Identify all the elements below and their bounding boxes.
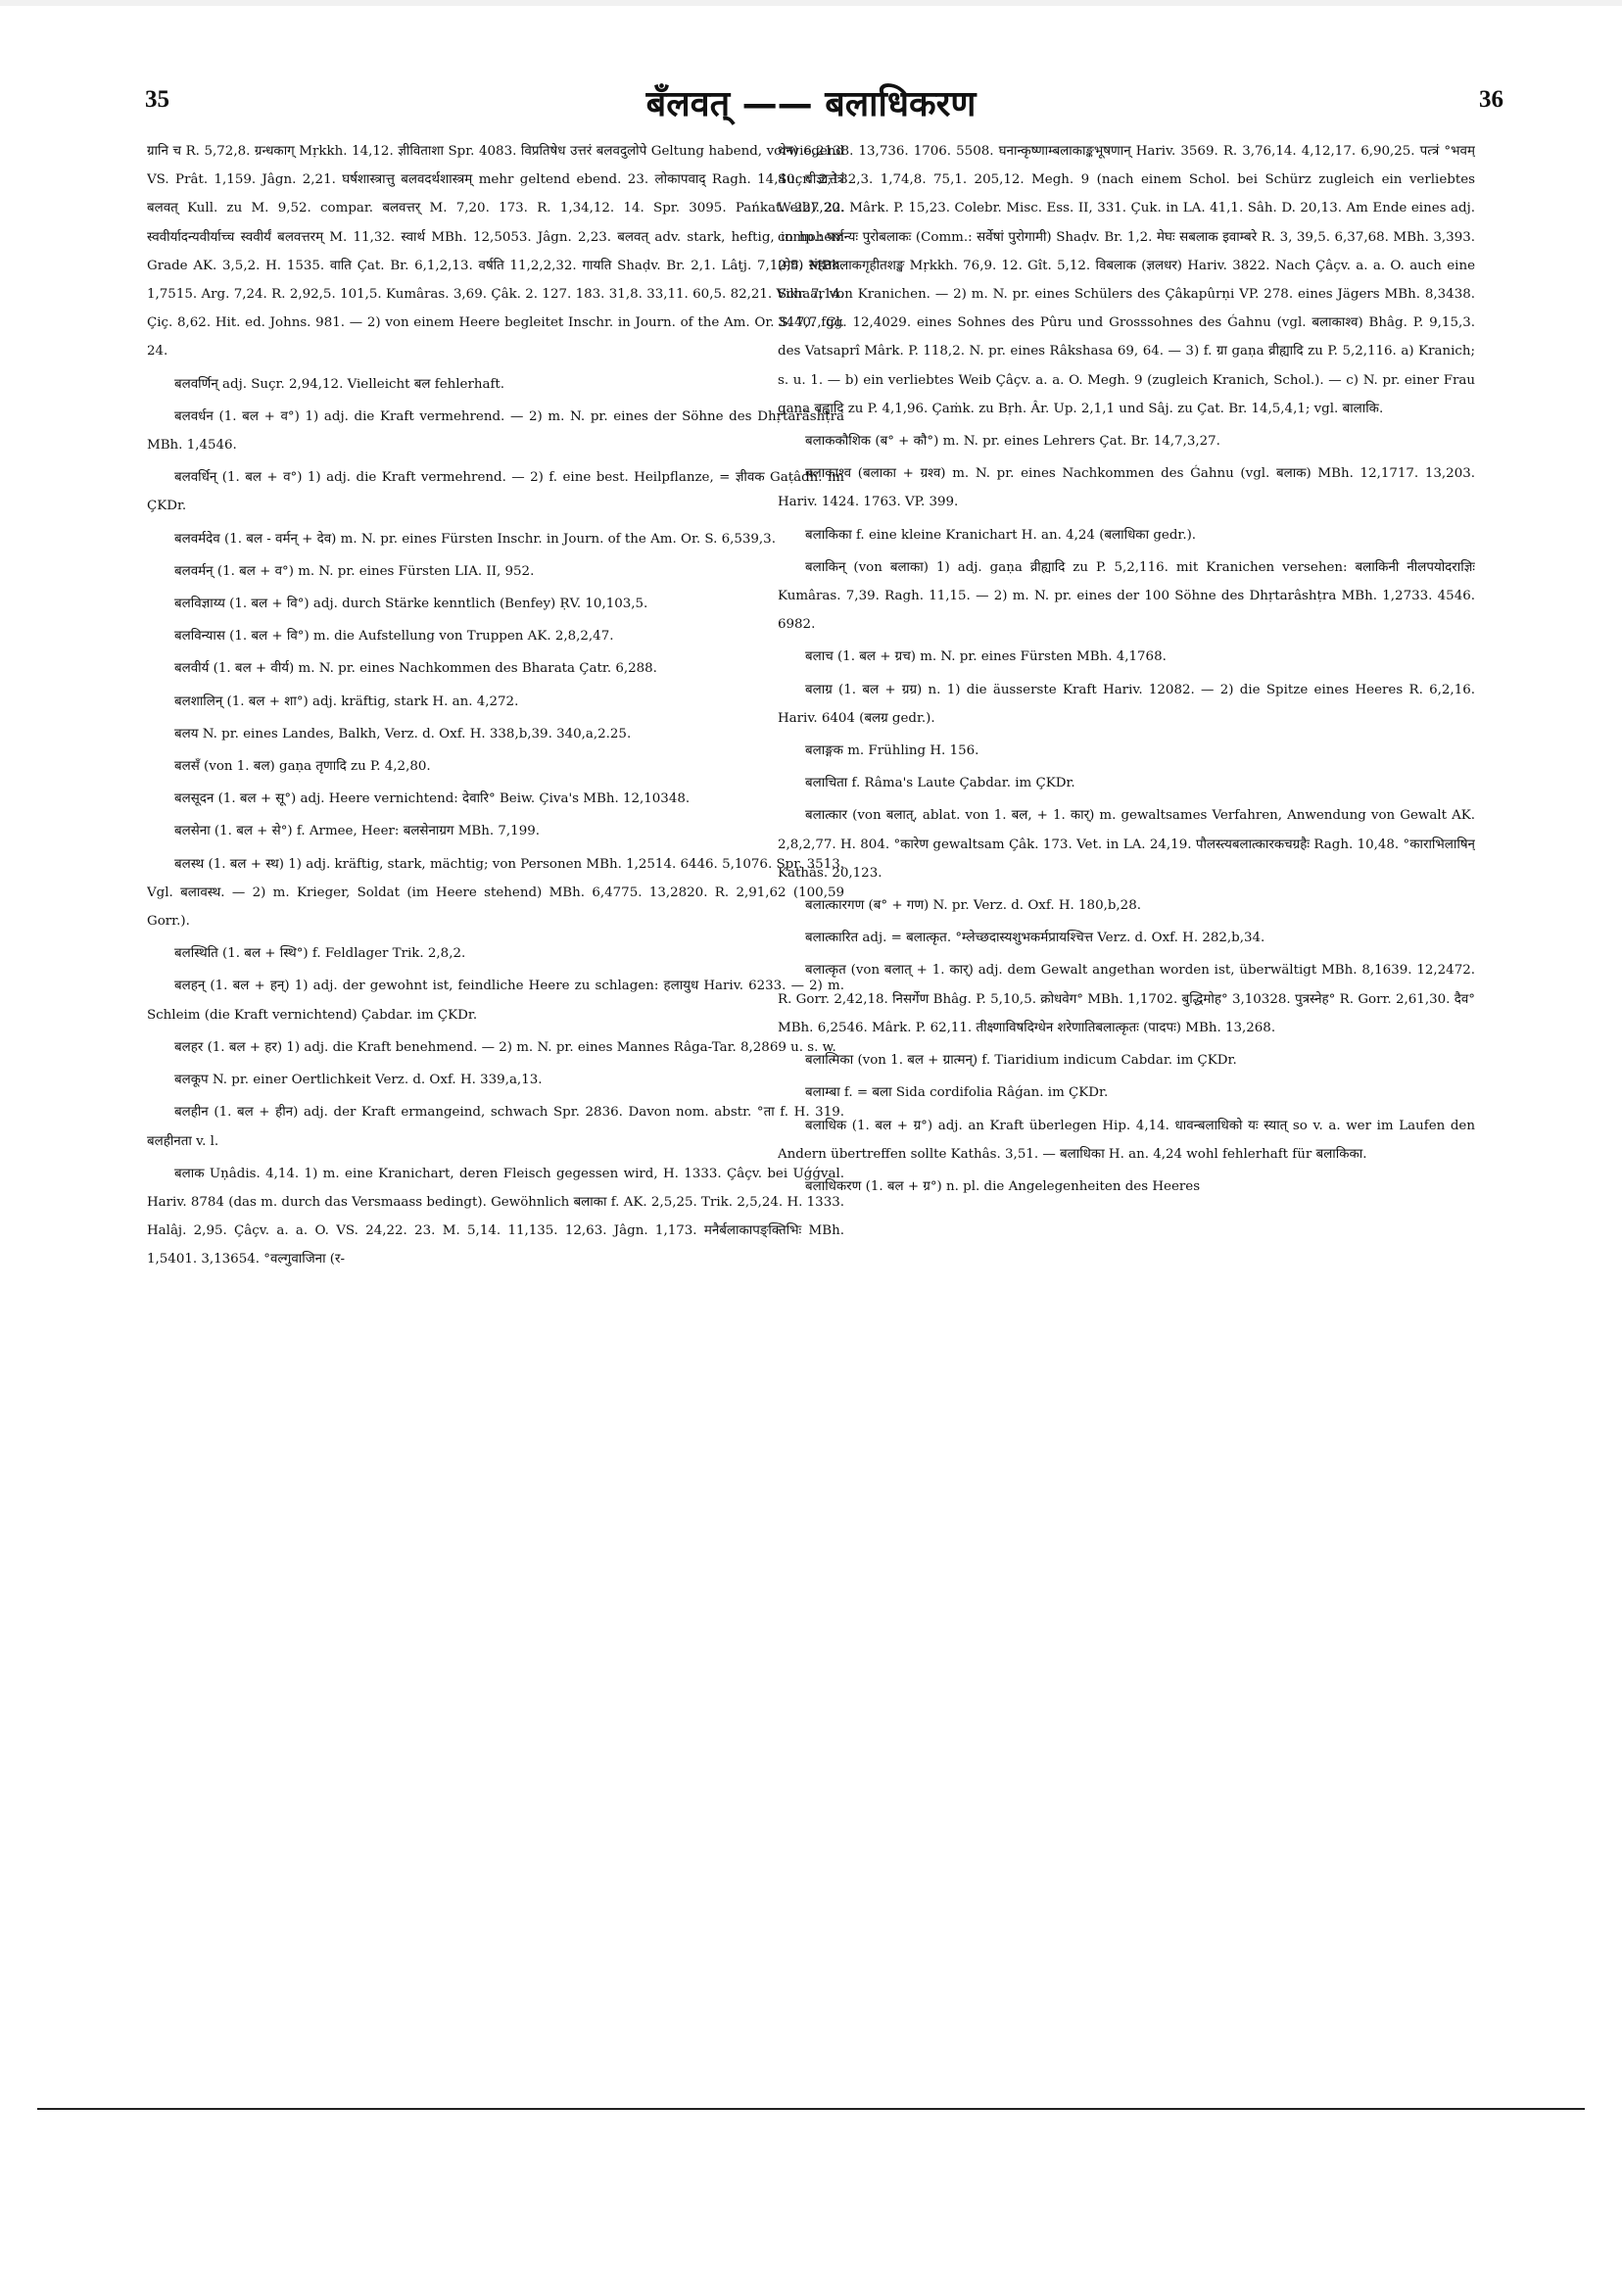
dictionary-entry: बलाधिक (1. बल + ग्र°) adj. an Kraft überlegen Hip. 4,14. धावन्बलाधिको यः स्यात् so v. a. wer im Laufen den Andern übertreffen sollte Kathâs. 3,51. — बलाधिका H. an. 4,24 wohl fehlerhaft für बलाकिका. — [778, 1118, 1475, 1162]
dictionary-entry: बलहन् (1. बल + हन्) 1) adj. der gewohnt ist, feindliche Heere zu schlagen: हलायुध Hariv. 6233. — 2) m. Schleim (die Kraft vernichtend) Çabdar. im ÇKDr. — [147, 979, 844, 1023]
dictionary-entry: बलवर्धिन् (1. बल + व°) 1) adj. die Kraft vermehrend. — 2) f. eine best. Heilpflanze, = ज्ञीवक Gaṭâdh. im ÇKDr. — [147, 470, 844, 514]
dictionary-entry: बलवर्णिन् adj. Suçr. 2,94,12. Vielleicht बल fehlerhaft. — [174, 376, 505, 392]
right-column — [778, 137, 1475, 2116]
dictionary-entry: बलहीन (1. बल + हीन) adj. der Kraft ermangeind, schwach Spr. 2836. Davon nom. abstr. °ता f. H. 319. बलहीनता v. l. — [147, 1105, 844, 1149]
dictionary-entry: बलाधिकरण (1. बल + ग्र°) n. pl. die Angelegenheiten des Heeres — [805, 1178, 1201, 1194]
dictionary-entry: बलात्कारित adj. = बलात्कृत. °म्लेच्छदास्यशुभकर्मप्रायश्चित्त Verz. d. Oxf. H. 282,b,34. — [805, 931, 1265, 946]
bottom-rule — [37, 2108, 1585, 2110]
dictionary-entry: बलवर्मन् (1. बल + व°) m. N. pr. eines Fürsten LIA. II, 952. — [174, 563, 535, 579]
dictionary-entry: बलात्मिका (von 1. बल + ग्रात्मन्) f. Tiaridium indicum Cabdar. im ÇKDr. — [805, 1053, 1237, 1069]
dictionary-entry: बलाचिता f. Râma's Laute Çabdar. im ÇKDr. — [805, 776, 1075, 791]
dictionary-entry: बलाकाश्व (बलाका + ग्रश्व) m. N. pr. eines Nachkommen des Ǵahnu (vgl. बलाक) MBh. 12,1717. 13,203. Hariv. 1424. 1763. VP. 399. — [778, 466, 1475, 510]
dictionary-entry: बलकूप N. pr. einer Oertlichkeit Verz. d. Oxf. H. 339,a,13. — [174, 1073, 543, 1088]
dictionary-entry: बलय N. pr. eines Landes, Balkh, Verz. d. Oxf. H. 338,b,39. 340,a,2.25. — [174, 726, 632, 741]
dictionary-entry: बलस्थ (1. बल + स्थ) 1) adj. kräftig, stark, mächtig; von Personen MBh. 1,2514. 6446. 5,1076. Spr. 3513. Vgl. बलावस्थ. — 2) m. Krieger, Soldat (im Heere stehend) MBh. 6,4775. 13,2820. R. 2,91,62 (100,59 Gorr.). — [147, 856, 844, 930]
dictionary-entry: बलाक Uṇâdis. 4,14. 1) m. eine Kranichart, deren Fleisch gegessen wird, H. 1333. Çâçv. bei Uǵǵval. Hariv. 8784 (das m. durch das Versmaass bedingt). Gewöhnlich बलाका f. AK. 2,5,25. Trik. 2,5,24. H. 1333. Halâj. 2,95. Çâçv. a. a. O. VS. 24,22. 23. M. 5,14. 11,135. 12,63. Jâgn. 1,173. मनैर्बलाकापङ्क्तिभिः MBh. 1,5401. 3,13654. °वल्गुवाजिना (र- — [147, 1166, 844, 1268]
dictionary-entry: बलवीर्य (1. बल + वीर्य) m. N. pr. eines Nachkommen des Bharata Çatr. 6,288. — [174, 661, 657, 677]
running-header: बँलवत् —— बलाधिकरण — [645, 84, 977, 124]
dictionary-entry: बलाग्र (1. बल + ग्रग्र) n. 1) die äusserste Kraft Hariv. 12082. — 2) die Spitze eines Heeres R. 6,2,16. Hariv. 6404 (बलग्र gedr.). — [778, 682, 1475, 726]
dictionary-entry: बलाककौशिक (ब° + कौ°) m. N. pr. eines Lehrers Çat. Br. 14,7,3,27. — [805, 434, 1220, 450]
dictionary-entry: बलात्कारगण (ब° + गण) N. pr. Verz. d. Oxf. H. 180,b,28. — [805, 898, 1141, 914]
dictionary-entry: बलाङ्गक m. Frühling H. 156. — [805, 743, 979, 759]
page-number-right: 36 — [1479, 86, 1503, 113]
page-number-left: 35 — [145, 86, 169, 113]
dictionary-entry: बलाकिन् (von बलाका) 1) adj. gaṇa व्रीह्यादि zu P. 5,2,116. mit Kranichen versehen: बलाकिनी नीलपयोदराज्ञिः Kumâras. 7,39. Ragh. 11,15. — 2) m. N. pr. eines der 100 Söhne des Dhṛtarâshṭra MBh. 1,2733. 4546. 6982. — [778, 559, 1475, 633]
dictionary-entry: थेन) 6,2138. 13,736. 1706. 5508. घनान्कृष्णाम्बलाकाङ्कभूषणान् Hariv. 3569. R. 3,76,14. 4,12,17. 6,90,25. पत्त्रं °भवम् Suçr. 2,132,3. 1,74,8. 75,1. 205,12. Megh. 9 (nach einem Schol. bei Schürz zugleich ein verliebtes Weib). 22. Mârk. P. 15,23. Colebr. Misc. Ess. II, 331. Çuk. in LA. 41,1. Sâh. D. 20,13. Am Ende eines adj. comp.: पर्जन्यः पुरोबलाकः (Comm.: सर्वेषां पुरोगामी) Shaḍv. Br. 1,2. मेघः सबलाक इवाम्बरे R. 3, 39,5. 6,37,68. MBh. 3,393. (मेघ) संहतबलाकगृहीतशङ्ख Mṛkkh. 76,9. 12. Gît. 5,12. विबलाक (ज्ञलधर) Hariv. 3822. Nach Çâçv. a. a. O. auch eine Schaar von Kranichen. — 2) m. N. pr. eines Schülers des Çâkapûrṇi VP. 278. eines Jägers MBh. 8,3438. 3440. fgg. 12,4029. eines Sohnes des Pûru und Grosssohnes des Ǵahnu (vgl. बलाकाश्व) Bhâg. P. 9,15,3. des Vatsaprî Mârk. P. 118,2. N. pr. eines Râkshasa 69, 64. — 3) f. ग्रा gaṇa व्रीह्यादि zu P. 5,2,116. a) Kranich; s. u. 1. — b) ein verliebtes Weib Çâçv. a. a. O. Megh. 9 (zugleich Kranich, Schol.). — c) N. pr. einer Frau gaṇa बह्वादि zu P. 4,1,96. Çaṁk. zu Bṛh. Âr. Up. 2,1,1 und Sâj. zu Çat. Br. 14,5,4,1; vgl. बालाकि. — [778, 144, 1475, 416]
dictionary-entry: बलशालिन् (1. बल + शा°) adj. kräftig, stark H. an. 4,272. — [174, 694, 519, 709]
dictionary-entry: बलसँ (von 1. बल) gaṇa तृणादि zu P. 4,2,80. — [174, 759, 431, 775]
left-column — [147, 137, 844, 2116]
dictionary-entry: बलसूदन (1. बल + सू°) adj. Heere vernichtend: देवारि° Beiw. Çiva's MBh. 12,10348. — [174, 791, 691, 807]
dictionary-entry: बलस्थिति (1. बल + स्थि°) f. Feldlager Trik. 2,8,2. — [174, 946, 466, 962]
dictionary-entry: ग्रानि च R. 5,72,8. ग्रन्धकाग् Mṛkkh. 14,12. ज्ञीविताशा Spr. 4083. विप्रतिषेध उत्तरं बलवदुलोपे Geltung habend, vorwiegend VS. Prât. 1,159. Jâgn. 2,21. घर्षशास्त्रात्तु बलवदर्थशास्त्रम् mehr geltend ebend. 23. लोकापवाद् Ragh. 14,40. बीज्ञात्तेत्रं बलवत् Kull. zu M. 9,52. compar. बलवत्तर् M. 7,20. 173. R. 1,34,12. 14. Spr. 3095. Pańkat. 227,20. स्ववीर्यादन्यवीर्याच्च स्ववीर्यं बलवत्तरम् M. 11,32. स्वार्थ MBh. 12,5053. Jâgn. 2,23. बलवत् adv. stark, heftig, in hohem Grade AK. 3,5,2. H. 1535. वाति Çat. Br. 6,1,2,13. वर्षति 11,2,2,32. गायति Shaḍv. Br. 2,1. Lâṭj. 7,12,5. MBh. 1,7515. Arg. 7,24. R. 2,92,5. 101,5. Kumâras. 3,69. Çâk. 2. 127. 183. 31,8. 33,11. 60,5. 82,21. Vikr. 7,14. Çiç. 8,62. Hit. ed. Johns. 981. — 2) von einem Heere begleitet Inschr. in Journ. of the Am. Or. S. 7,7, Çl. 24. — [147, 144, 844, 359]
top-edge — [0, 0, 1622, 6]
dictionary-entry: बलाच (1. बल + ग्रच) m. N. pr. eines Fürsten MBh. 4,1768. — [805, 649, 1167, 665]
dictionary-entry: बलवर्धन (1. बल + व°) 1) adj. die Kraft vermehrend. — 2) m. N. pr. eines der Söhne des Dhṛtarâshṭra MBh. 1,4546. — [147, 408, 844, 454]
dictionary-entry: बलात्कार (von बलात्, ablat. von 1. बल, + 1. कार्) m. gewaltsames Verfahren, Anwendung von Gewalt AK. 2,8,2,77. H. 804. °कारेण gewaltsam Çâk. 173. Vet. in LA. 24,19. पौलस्त्यबलात्कारकचग्रहैः Ragh. 10,48. °काराभिलाषिन् Kathâs. 20,123. — [778, 808, 1475, 881]
dictionary-entry: बलसेना (1. बल + से°) f. Armee, Heer: बलसेनाग्रग MBh. 7,199. — [174, 824, 540, 839]
dictionary-entry: बलाम्बा f. = बला Sida cordifolia Râǵan. im ÇKDr. — [805, 1085, 1109, 1101]
dictionary-entry: बलविज्ञाय्य (1. बल + वि°) adj. durch Stärke kenntlich (Benfey) ṚV. 10,103,5. — [174, 597, 648, 612]
dictionary-entry: बलविन्यास (1. बल + वि°) m. die Aufstellung von Truppen AK. 2,8,2,47. — [174, 629, 614, 645]
dictionary-entry: बलवर्मदेव (1. बल - वर्मन् + देव) m. N. pr. eines Fürsten Inschr. in Journ. of the Am. Or. S. 6,539,3. — [174, 531, 776, 547]
dictionary-entry: बलाकिका f. eine kleine Kranichart H. an. 4,24 (बलाधिका gedr.). — [805, 527, 1197, 543]
dictionary-entry: बलात्कृत (von बलात् + 1. कार्) adj. dem Gewalt angethan worden ist, überwältigt MBh. 8,1639. 12,2472. R. Gorr. 2,42,18. निसर्गेण Bhâg. P. 5,10,5. क्रोधवेग° MBh. 1,1702. बुद्धिमोह° 3,10328. पुत्रस्नेह° R. Gorr. 2,61,30. दैव° MBh. 6,2546. Mârk. P. 62,11. तीक्ष्णाविषदिग्धेन शरेणातिबलात्कृतः (पादपः) MBh. 13,268. — [778, 963, 1475, 1035]
dictionary-entry: बलहर (1. बल + हर) 1) adj. die Kraft benehmend. — 2) m. N. pr. eines Mannes Râga-Tar. 8,2869 u. s. w. — [174, 1039, 836, 1055]
